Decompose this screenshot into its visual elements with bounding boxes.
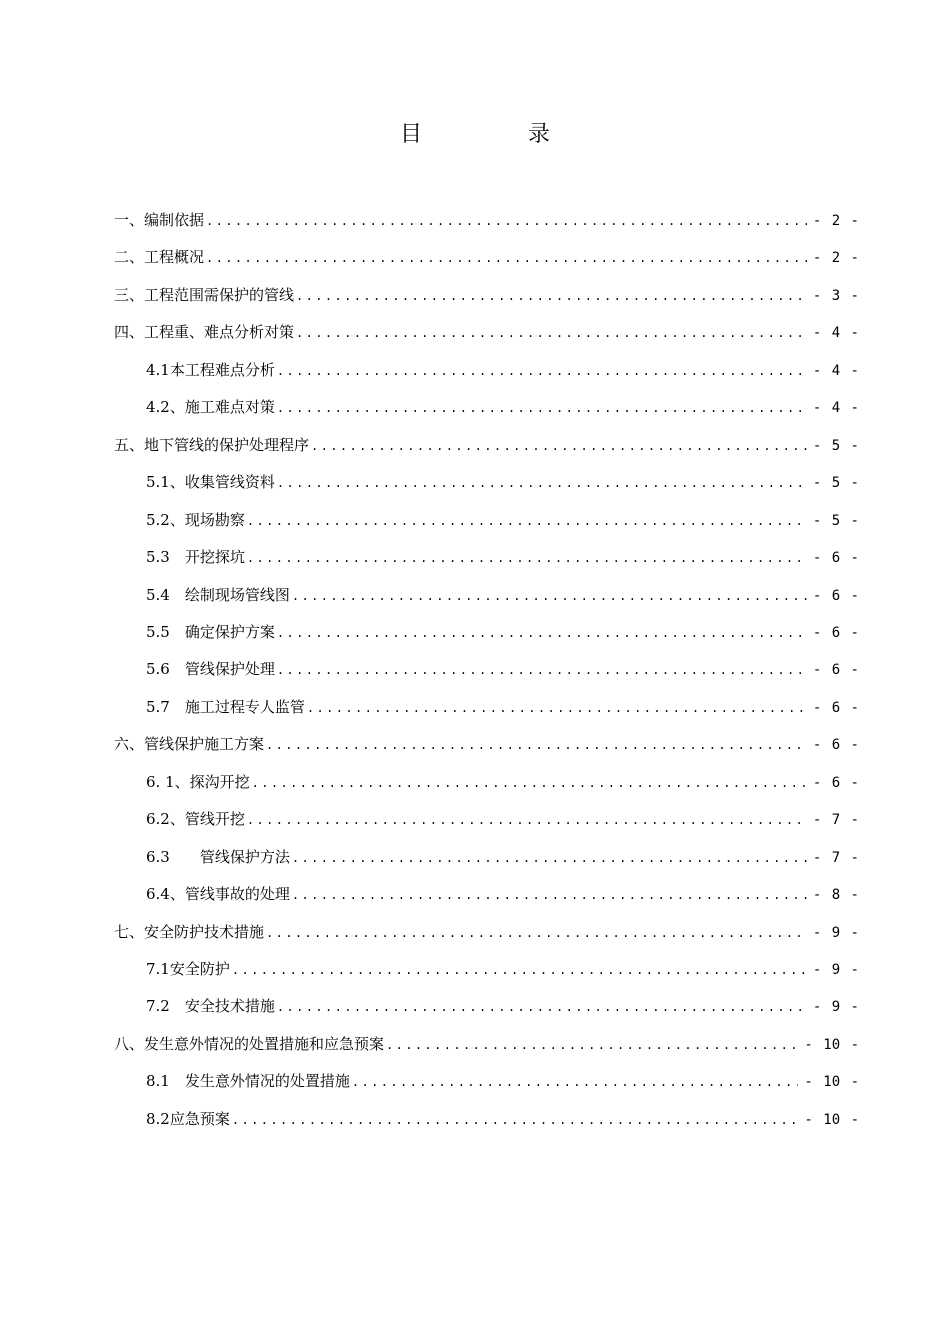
toc-entry-page-number: - 10 - xyxy=(804,1036,859,1053)
toc-entry-page-number: - 10 - xyxy=(804,1074,859,1091)
toc-entry[interactable] xyxy=(114,433,859,457)
toc-entry-label: 七、安全防护技术措施 xyxy=(114,922,265,941)
toc-entry-label: 八、发生意外情况的处置措施和应急预案 xyxy=(114,1034,385,1053)
toc-entry-page-number: - 5 - xyxy=(812,512,859,529)
toc-dot-leader xyxy=(296,321,807,345)
toc-entry-page-number: - 6 - xyxy=(812,737,859,754)
toc-dot-leader xyxy=(277,471,807,495)
toc-dot-leader xyxy=(206,209,807,233)
toc-entry-label: 5.4 绘制现场管线图 xyxy=(146,585,290,604)
toc-entry-label: 四、工程重、难点分析对策 xyxy=(114,323,295,342)
toc-entry[interactable] xyxy=(146,1107,859,1131)
toc-entry[interactable] xyxy=(114,283,859,307)
toc-entry[interactable] xyxy=(114,920,859,944)
toc-entry-label: 4.1本工程难点分析 xyxy=(146,360,275,379)
toc-entry[interactable] xyxy=(146,470,859,494)
toc-entry-label: 7.2 安全技术措施 xyxy=(146,997,275,1016)
toc-dot-leader xyxy=(292,883,807,907)
toc-dot-leader xyxy=(232,1108,799,1132)
toc-dot-leader xyxy=(277,995,807,1019)
toc-entry-page-number: - 5 - xyxy=(812,475,859,492)
toc-entry[interactable] xyxy=(146,657,859,681)
toc-entry-label: 4.2、施工难点对策 xyxy=(146,398,275,417)
toc-entry[interactable] xyxy=(146,358,859,382)
toc-entry[interactable] xyxy=(146,620,859,644)
toc-title: 目 录 xyxy=(399,122,592,147)
toc-entry[interactable] xyxy=(114,732,859,756)
toc-entry-page-number: - 9 - xyxy=(812,924,859,941)
toc-entry-label: 6.4、管线事故的处理 xyxy=(146,885,290,904)
toc-entry-page-number: - 6 - xyxy=(812,550,859,567)
toc-entry-label: 6.3 管线保护方法 xyxy=(146,847,290,866)
toc-entry[interactable] xyxy=(146,395,859,419)
toc-entry[interactable] xyxy=(114,208,859,232)
toc-entry-page-number: - 5 - xyxy=(812,437,859,454)
toc-dot-leader xyxy=(247,546,807,570)
toc-entry-page-number: - 6 - xyxy=(812,624,859,641)
toc-entry-label: 5.6 管线保护处理 xyxy=(146,660,275,679)
toc-entry-label: 5.2、现场勘察 xyxy=(146,510,245,529)
toc-entry-page-number: - 4 - xyxy=(812,325,859,342)
toc-dot-leader xyxy=(277,359,807,383)
toc-entry-label: 六、管线保护施工方案 xyxy=(114,735,265,754)
toc-entry[interactable] xyxy=(146,994,859,1018)
toc-entry[interactable] xyxy=(146,807,859,831)
toc-entry-label: 三、工程范围需保护的管线 xyxy=(114,285,295,304)
toc-dot-leader xyxy=(266,921,807,945)
toc-entry-label: 7.1安全防护 xyxy=(146,960,230,978)
toc-dot-leader xyxy=(311,434,807,458)
toc-entry[interactable] xyxy=(146,508,859,532)
toc-entry[interactable] xyxy=(114,1032,859,1056)
toc-dot-leader xyxy=(296,284,807,308)
toc-dot-leader xyxy=(277,658,807,682)
toc-entry-page-number: - 3 - xyxy=(812,287,859,304)
toc-entry-label: 8.1 发生意外情况的处置措施 xyxy=(146,1072,350,1091)
toc-entry-page-number: - 2 - xyxy=(812,250,859,267)
toc-entry-label: 二、工程概况 xyxy=(114,248,205,267)
toc-entry-label: 一、编制依据 xyxy=(114,211,205,229)
toc-entry[interactable] xyxy=(146,1069,859,1093)
toc-dot-leader xyxy=(206,246,807,270)
toc-entry-label: 5.3 开挖探坑 xyxy=(146,548,245,567)
toc-dot-leader xyxy=(307,696,807,720)
toc-entry[interactable] xyxy=(146,845,859,869)
toc-entry[interactable] xyxy=(146,545,859,569)
toc-dot-leader xyxy=(266,733,807,757)
toc-dot-leader xyxy=(352,1070,799,1094)
toc-dot-leader xyxy=(247,808,807,832)
toc-entry-page-number: - 4 - xyxy=(812,362,859,379)
toc-entry-page-number: - 7 - xyxy=(812,849,859,866)
toc-entry[interactable] xyxy=(146,695,859,719)
toc-entry-label: 8.2应急预案 xyxy=(146,1109,230,1128)
toc-entry-label: 5.1、收集管线资料 xyxy=(146,473,275,492)
toc-dot-leader xyxy=(292,584,807,608)
toc-dot-leader xyxy=(277,396,807,420)
toc-entry-label: 5.5 确定保护方案 xyxy=(146,622,275,641)
toc-entry-label: 6. 1、探沟开挖 xyxy=(146,772,250,791)
toc-entry-page-number: - 4 - xyxy=(812,400,859,417)
toc-entry-page-number: - 10 - xyxy=(804,1111,859,1128)
toc-entry[interactable] xyxy=(146,583,859,607)
toc-dot-leader xyxy=(247,509,807,533)
toc-dot-leader xyxy=(292,846,807,870)
toc-entry-page-number: - 6 - xyxy=(812,774,859,791)
toc-entry[interactable] xyxy=(146,882,859,906)
toc-entry[interactable] xyxy=(114,245,859,269)
toc-entry-label: 五、地下管线的保护处理程序 xyxy=(114,435,310,454)
toc-entry[interactable] xyxy=(114,320,859,344)
toc-dot-leader xyxy=(277,621,807,645)
toc-entry-label: 5.7 施工过程专人监管 xyxy=(146,697,305,716)
toc-entry-page-number: - 8 - xyxy=(812,887,859,904)
toc-dot-leader xyxy=(386,1033,798,1057)
toc-entry-page-number: - 6 - xyxy=(812,662,859,679)
toc-dot-leader xyxy=(252,771,807,795)
toc-entry-page-number: - 2 - xyxy=(812,213,859,229)
toc-entry-page-number: - 9 - xyxy=(812,999,859,1016)
toc-entry[interactable] xyxy=(146,957,859,981)
toc-dot-leader xyxy=(232,958,807,982)
toc-entry-page-number: - 6 - xyxy=(812,587,859,604)
toc-entry-page-number: - 7 - xyxy=(812,812,859,829)
toc-entry-label: 6.2、管线开挖 xyxy=(146,810,245,829)
toc-entry-page-number: - 6 - xyxy=(812,699,859,716)
toc-entry[interactable] xyxy=(146,770,859,794)
toc-entry-page-number: - 9 - xyxy=(812,962,859,978)
